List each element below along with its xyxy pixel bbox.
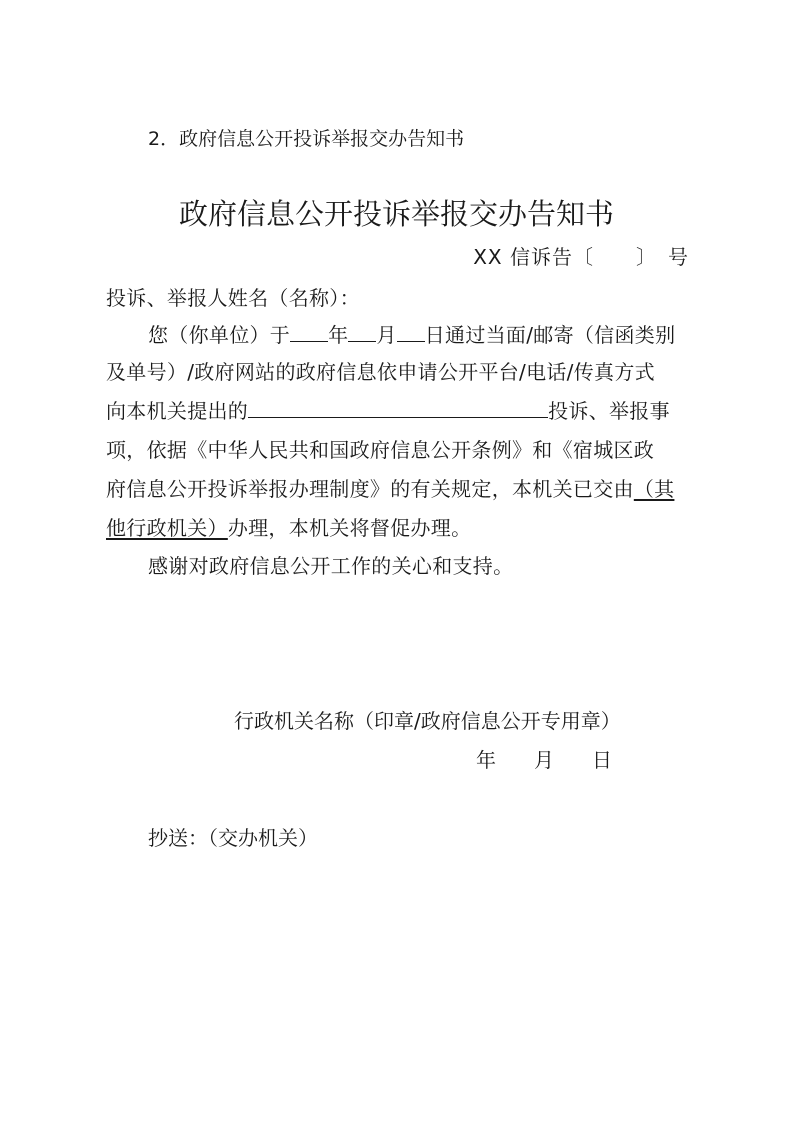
paragraph1-prefix: 您（你单位）于 — [148, 323, 291, 347]
month-blank — [348, 321, 376, 342]
recipient-line: 投诉、举报人姓名（名称）： — [106, 286, 360, 310]
paragraph1-line1 — [148, 319, 675, 348]
paragraph1-line6 — [106, 512, 471, 541]
paragraph1-line4: 项，依据《中华人民共和国政府信息公开条例》和《宿城区政 — [106, 438, 655, 462]
year-blank — [290, 321, 328, 342]
paragraph2: 感谢对政府信息公开工作的关心和支持。 — [148, 554, 514, 578]
cc-line: 抄送：（交办机关） — [148, 826, 318, 850]
day-blank — [397, 321, 425, 342]
month-label: 月 — [376, 323, 397, 347]
paragraph1-line3 — [106, 395, 670, 424]
line6-underlined: 他行政机关） — [106, 516, 228, 540]
line3-suffix: 投诉、举报事 — [548, 399, 670, 423]
line6-suffix: 办理，本机关将督促办理。 — [227, 516, 472, 540]
line5-underlined: （其 — [633, 477, 675, 501]
section-heading: 2．政府信息公开投诉举报交办告知书 — [148, 128, 465, 150]
document-number: XX 信诉告〔 〕 号 — [473, 245, 689, 269]
date-line — [476, 744, 612, 773]
date-year: 年 — [476, 748, 496, 772]
line3-prefix: 向本机关提出的 — [106, 399, 249, 423]
date-month: 月 — [534, 748, 554, 772]
year-label: 年 — [328, 323, 349, 347]
complaint-content-blank — [248, 397, 548, 418]
document-title: 政府信息公开投诉举报交办告知书 — [178, 197, 614, 231]
date-day: 日 — [592, 748, 612, 772]
paragraph1-line2: 及单号）/政府网站的政府信息依申请公开平台/电话/传真方式 — [106, 360, 655, 384]
paragraph1-line5 — [106, 473, 674, 502]
day-suffix: 日通过当面/邮寄（信函类别 — [424, 323, 676, 347]
seal-line: 行政机关名称（印章/政府信息公开专用章） — [234, 709, 621, 733]
line5-prefix: 府信息公开投诉举报办理制度》的有关规定，本机关已交由 — [106, 477, 634, 501]
